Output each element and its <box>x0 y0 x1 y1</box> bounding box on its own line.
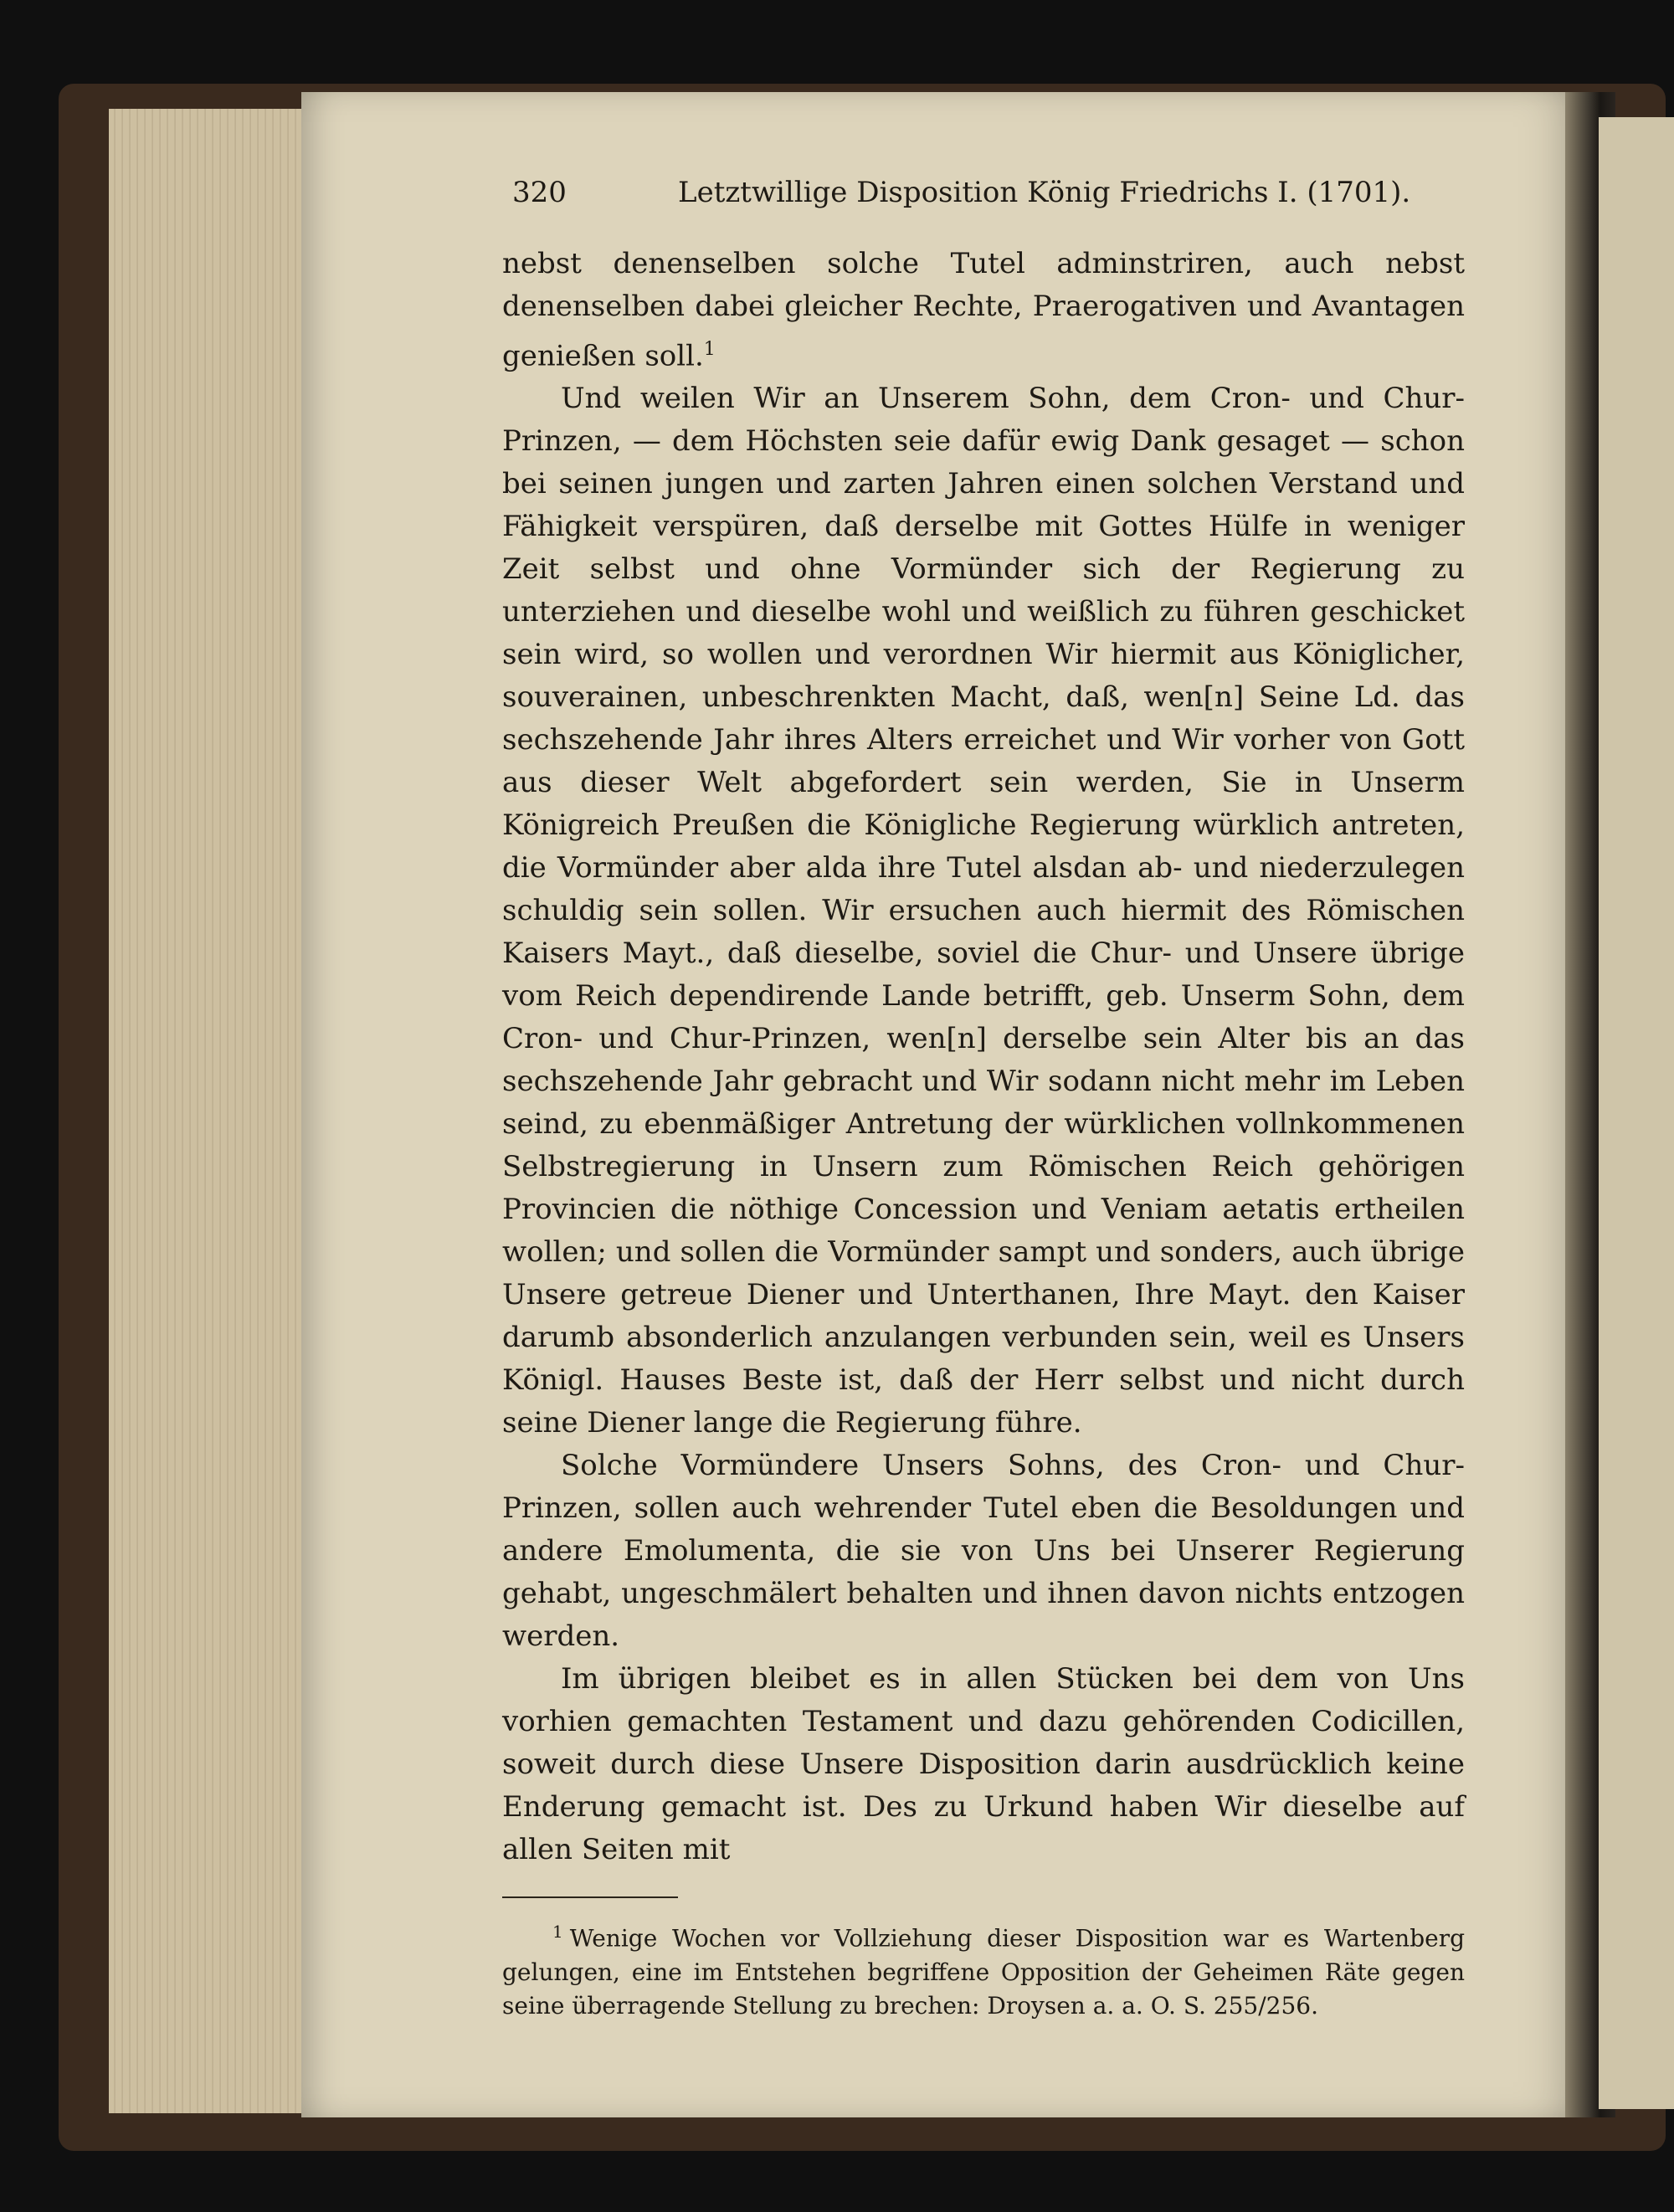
page-number: 320 <box>512 176 567 209</box>
body-text <box>502 243 1465 1871</box>
paragraph-3: Solche Vormündere Unsers Sohns, des Cron- und Chur-Prinzen, sollen auch wehrender Tutel eben die Besoldungen und andere Emolumenta, die sie von Uns bei Unserer Regierung gehabt, ungeschmälert behalten und ihnen davon nichts entzogen werden. <box>502 1449 1465 1654</box>
footnote-divider <box>502 1896 678 1898</box>
paragraph-4: Im übrigen bleibet es in allen Stücken bei dem von Uns vorhien gemachten Testament und dazu gehörenden Codicillen, soweit durch diese Unsere Disposition darin ausdrücklich keine Enderung gemacht ist. Des zu Urkund haben Wir dieselbe auf allen Seiten mit <box>502 1662 1465 1867</box>
footnote-mark: 1 <box>552 1922 563 1943</box>
footnote-text: Wenige Wochen vor Vollziehung dieser Disposition war es Wartenberg gelungen, eine im Entstehen begriffene Opposition der Geheimen Räte gegen seine überragende Stellung zu brechen: Droysen a. a. O. S. 255/256. <box>502 1924 1465 2020</box>
page-header <box>502 176 1465 226</box>
footnote <box>502 1915 1465 2022</box>
page-edges <box>109 109 310 2113</box>
page-content <box>502 176 1465 2023</box>
running-title: Letztwillige Disposition König Friedrichs I. (1701). <box>678 176 1411 209</box>
paragraph-2: Und weilen Wir an Unserem Sohn, dem Cron- und Chur-Prinzen, — dem Höchsten seie dafür ewig Dank gesaget — schon bei seinen jungen und zarten Jahren einen solchen Verstand und Fähigkeit verspüren, daß derselbe mit Gottes Hülfe in weniger Zeit selbst und ohne Vormünder sich der Regierung zu unterziehen und dieselbe wohl und weißlich zu führen geschicket sein wird, so wollen und verordnen Wir hiermit aus Königlicher, souverainen, unbeschrenkten Macht, daß, wen[n] Seine Ld. das sechszehende Jahr ihres Alters erreichet und Wir vorher von Gott aus dieser Welt abgefordert sein werden, Sie in Unserm Königreich Preußen die Königliche Regierung würklich antreten, die Vormünder aber alda ihre Tutel alsdan ab- und niederzulegen schuldig sein sollen. Wir ersuchen auch hiermit des Römischen Kaisers Mayt., daß dieselbe, soviel die Chur- und Unsere übrige vom Reich dependirende Lande betrifft, geb. Unserm Sohn, dem Cron- und Chur-Prinzen, wen[n] derselbe sein Alter bis an das sechszehende Jahr gebracht und Wir sodann nicht mehr im Leben seind, zu ebenmäßiger Antretung der würklichen vollnkommenen Selbstregierung in Unsern zum Römischen Reich gehörigen Provincien die nöthige Concession und Veniam aetatis ertheilen wollen; und sollen die Vormünder sampt und sonders, auch übrige Unsere getreue Diener und Unterthanen, Ihre Mayt. den Kaiser darumb absonderlich anzulangen verbunden sein, weil es Unsers Königl. Hauses Beste ist, daß der Herr selbst und nicht durch seine Diener lange die Regierung führe. <box>502 382 1465 1440</box>
footnote-reference: 1 <box>703 339 716 360</box>
right-page-edge <box>1599 117 1674 2109</box>
paragraph-text: nebst denenselben solche Tutel adminstriren, auch nebst denenselben dabei gleicher Rechte, Praerogativen und Avantagen genießen soll. <box>502 247 1465 373</box>
paragraph-1 <box>502 243 1465 377</box>
